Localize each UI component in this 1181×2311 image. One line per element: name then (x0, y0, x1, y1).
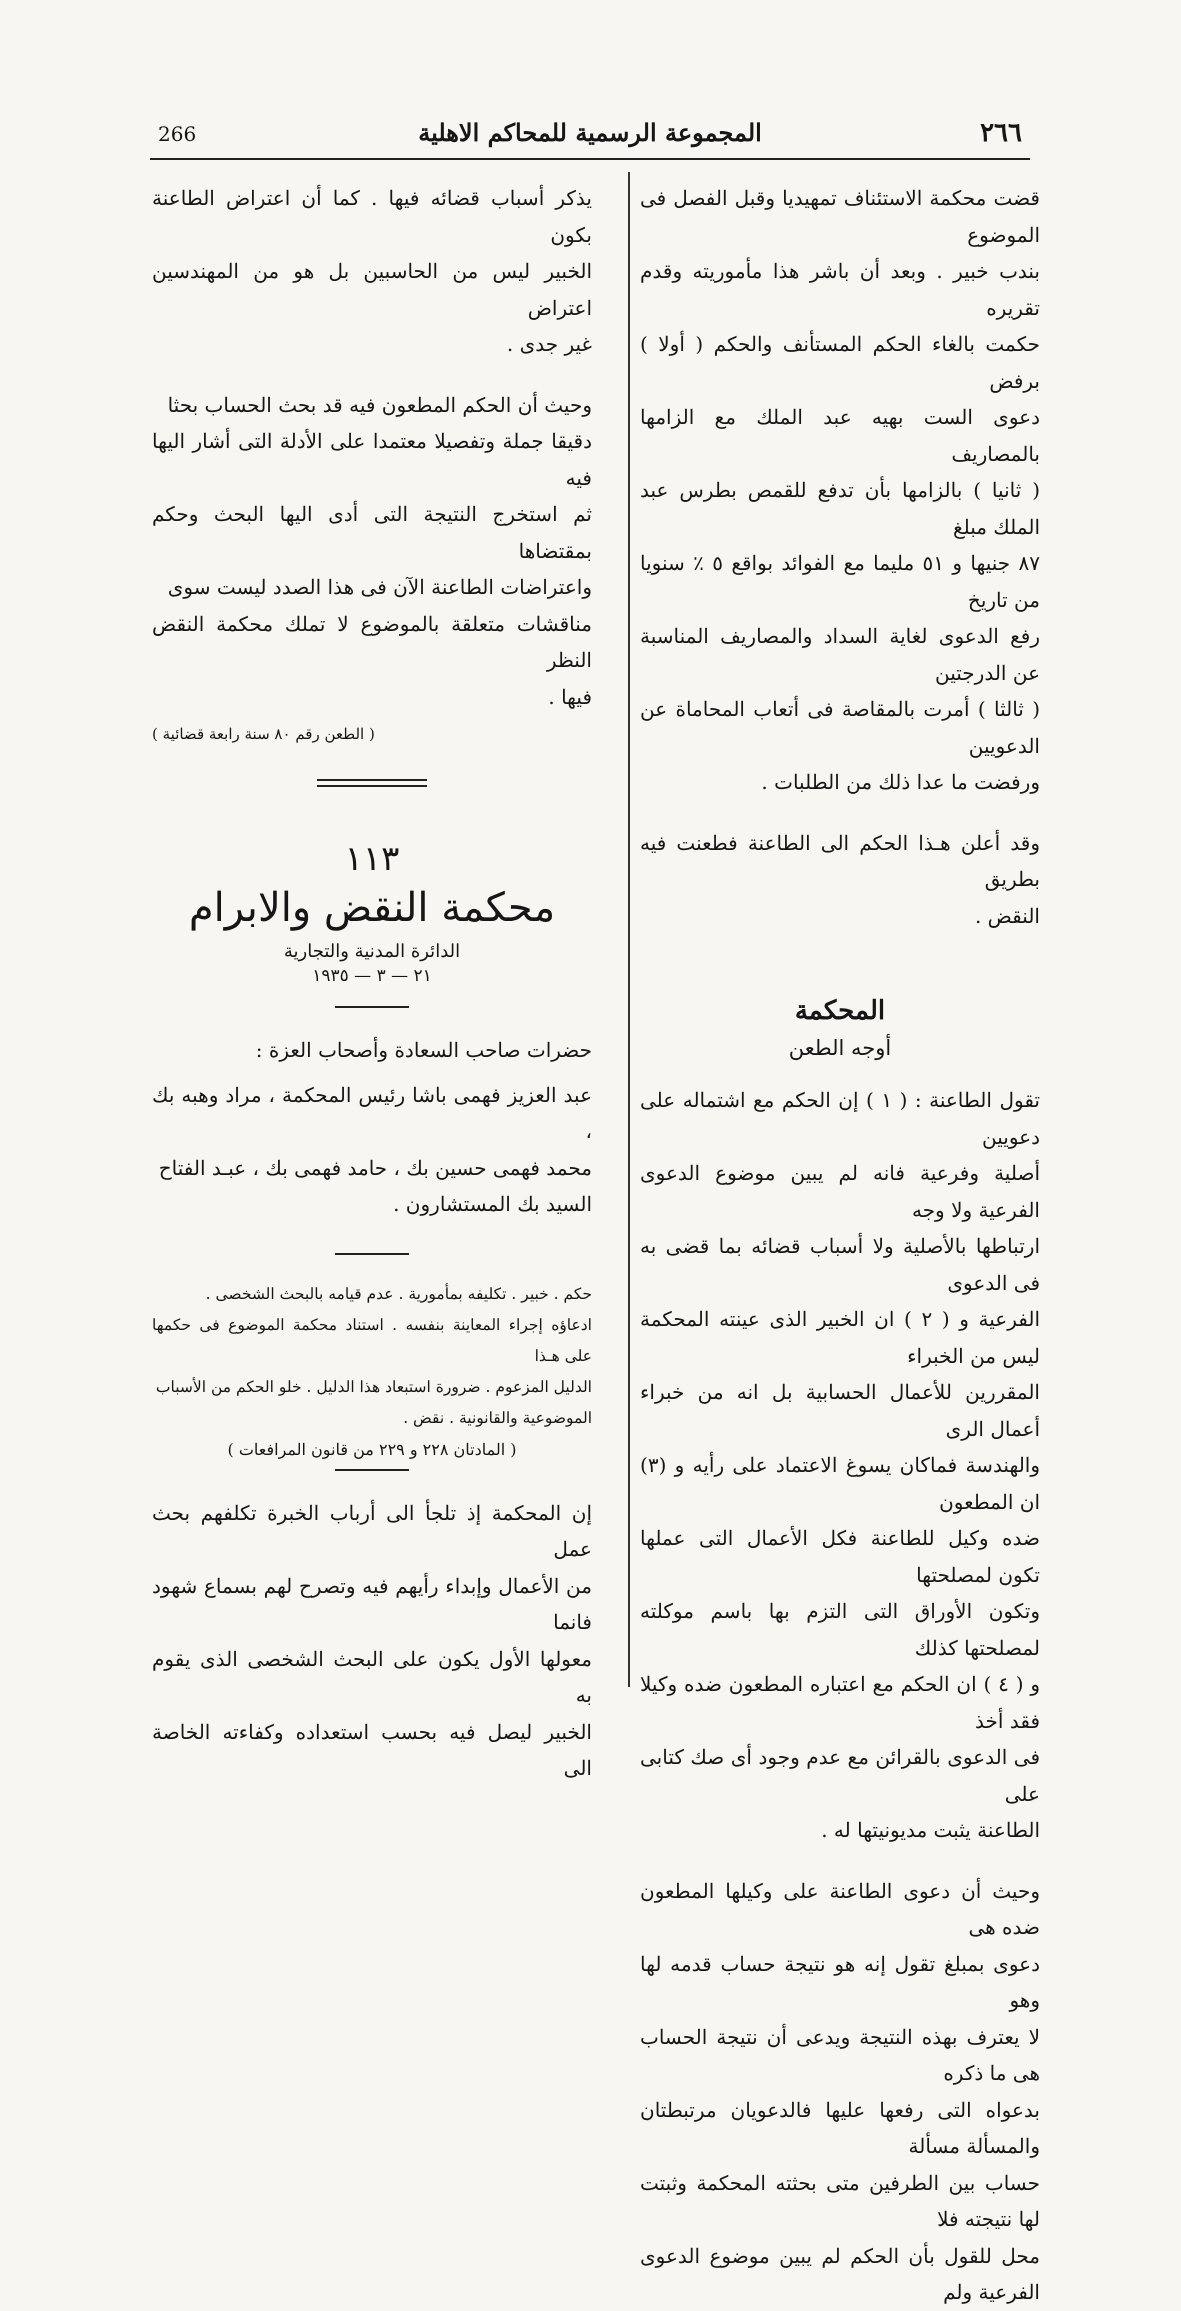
text-line: يذكر أسباب قضائه فيها . كما أن اعتراض الطاعنة بكون (152, 186, 592, 247)
text-line: النقض . (974, 903, 1040, 928)
text-line: إن المحكمة إذ تلجأ الى أرباب الخبرة تكلفهم بحث عمل (152, 1500, 592, 1561)
text-line: وحيث أن دعوى الطاعنة على وكيلها المطعون ضده هى (640, 1878, 1040, 1939)
section-double-rule (317, 779, 427, 787)
court-circuit: الدائرة المدنية والتجارية (283, 941, 461, 962)
paragraph-reasoning (640, 1873, 1040, 2311)
text-line: محمد فهمى حسين بك ، حامد فهمى بك ، عبـد الفتاح (158, 1155, 592, 1180)
ruling-date: ٢١ — ٣ — ١٩٣٥ (312, 966, 432, 986)
paragraph-judgment-review (152, 387, 592, 716)
divider (335, 1006, 409, 1008)
paragraph-grounds (640, 1082, 1040, 1849)
left-column (152, 180, 592, 1787)
text-line: معولها الأول يكون على البحث الشخصى الذى يقوم به (152, 1646, 592, 1707)
paragraph-appeal-ruling (640, 180, 1040, 801)
text-line: من الأعمال وإبداء رأيهم فيه وتصرح لهم بسماع شهود فانما (152, 1573, 592, 1634)
text-line: غير جدى . (506, 332, 592, 356)
law-articles: ( المادتان ٢٢٨ و ٢٢٩ من قانون المرافعات ) (227, 1439, 517, 1459)
page-number-arabic: ٢٦٦ (980, 118, 1022, 148)
text-line: الطاعنة يثبت مديونيتها له . (821, 1818, 1040, 1842)
text-line: وتكون الأوراق التى التزم بها باسم موكلته لمصلحتها كذلك (640, 1599, 1040, 1660)
text-line: قضت محكمة الاستئناف تمهيديا وقبل الفصل فى الموضوع (640, 186, 1040, 247)
text-line: لا يعترف بهذه النتيجة ويدعى أن نتيجة الحساب هى ما ذكره (640, 2024, 1040, 2085)
right-column (640, 180, 1040, 2311)
text-line: حكم . خبير . تكليفه بمأمورية . عدم قيامه بالبحث الشخصى . (205, 1284, 592, 1303)
divider (335, 1469, 409, 1471)
text-line: ورفضت ما عدا ذلك من الطلبات . (761, 770, 1040, 794)
text-line: حكمت بالغاء الحكم المستأنف والحكم ( أولا ) برفض (640, 332, 1040, 393)
text-line: الفرعية و ( ٢ ) ان الخبير الذى عينته المحكمة ليس من الخبراء (640, 1307, 1041, 1368)
text-line: ادعاؤه إجراء المعاينة بنفسه . استناد محكمة الموضوع فى حكمها على هـذا (152, 1315, 592, 1365)
text-line: دقيقا جملة وتفصيلا معتمدا على الأدلة التى أشار اليها فيه (152, 429, 592, 490)
column-divider (628, 172, 630, 1687)
text-line: المقررين للأعمال الحسابية بل انه من خبراء أعمال الرى (640, 1380, 1040, 1441)
case-number: ١١٣ (344, 839, 400, 879)
text-line: السيد بك المستشارون . (393, 1192, 592, 1216)
text-line: حضرات صاحب السعادة وأصحاب العزة : (255, 1038, 592, 1062)
court-name: محكمة النقض والابرام (188, 885, 556, 931)
appeal-citation: ( الطعن رقم ٨٠ سنة رابعة قضائية ) (152, 725, 375, 743)
text-line: ثم استخرج النتيجة التى أدى اليها البحث وحكم بمقتضاها (152, 502, 592, 563)
text-line: دعوى الست بهيه عبد الملك مع الزامها بالمصاريف (640, 405, 1040, 466)
text-line: أصلية وفرعية فانه لم يبين موضوع الدعوى الفرعية ولا وجه (640, 1161, 1040, 1222)
heading-grounds: أوجه الطعن (788, 1036, 892, 1060)
text-line: الموضوعية والقانونية . نقض . (403, 1408, 592, 1427)
paragraph-continuation (152, 180, 592, 363)
case-summary (152, 1279, 592, 1434)
judges-panel (152, 1032, 592, 1223)
text-line: ( ثانيا ) بالزامها بأن تدفع للقمص بطرس عبد الملك مبلغ (640, 478, 1040, 539)
running-title: المجموعة الرسمية للمحاكم الاهلية (418, 118, 762, 147)
text-line: تقول الطاعنة : ( ١ ) إن الحكم مع اشتماله على دعويين (640, 1088, 1041, 1149)
text-line: ٨٧ جنيها و ٥١ مليما مع الفوائد بواقع ٥ ٪ سنويا من تاريخ (640, 551, 1040, 612)
text-line: والهندسة فماكان يسوغ الاعتماد على رأيه و (٣) ان المطعون (640, 1453, 1040, 1514)
text-line: ارتباطها بالأصلية ولا أسباب قضائه بما قضى به فى الدعوى (640, 1234, 1040, 1295)
text-line: ( ثالثا ) أمرت بالمقاصة فى أتعاب المحاماة عن الدعويين (640, 697, 1040, 758)
text-line: وقد أعلن هـذا الحكم الى الطاعنة فطعنت فيه بطريق (640, 830, 1040, 891)
text-line: حساب بين الطرفين متى بحثته المحكمة وثبتت لها نتيجته فلا (640, 2170, 1040, 2231)
text-line: الخبير ليس من الحاسبين بل هو من المهندسين اعتراض (152, 259, 592, 320)
header-rule (150, 158, 1030, 160)
text-line: الدليل المزعوم . ضرورة استبعاد هذا الدليل . خلو الحكم من الأسباب (155, 1377, 592, 1396)
text-line: و ( ٤ ) ان الحكم مع اعتباره المطعون ضده وكيلا فقد أخذ (640, 1672, 1040, 1733)
text-line: وحيث أن الحكم المطعون فيه قد بحث الحساب بحثا (167, 392, 592, 417)
text-line: ضده وكيل للطاعنة فكل الأعمال التى عملها تكون لمصلحتها (640, 1526, 1040, 1587)
text-line: مناقشات متعلقة بالموضوع لا تملك محكمة النقض النظر (152, 611, 592, 672)
page-header (150, 118, 1030, 158)
text-line: محل للقول بأن الحكم لم يبين موضوع الدعوى الفرعية ولم (640, 2243, 1040, 2304)
heading-court: المحكمة (794, 996, 886, 1026)
paragraph-cassation-filing (640, 825, 1040, 935)
text-line: دعوى بمبلغ تقول إنه هو نتيجة حساب قدمه لها وهو (640, 1951, 1040, 2012)
text-line: عبد العزيز فهمى باشا رئيس المحكمة ، مراد وهبه بك ، (152, 1082, 592, 1143)
text-line: بندب خبير . وبعد أن باشر هذا مأموريته وقدم تقريره (640, 259, 1040, 320)
text-line: فيها . (548, 684, 592, 709)
text-line: بدعواه التى رفعها عليها فالدعويان مرتبطتان والمسألة مسألة (640, 2097, 1040, 2158)
text-line: واعتراضات الطاعنة الآن فى هذا الصدد ليست سوى (167, 575, 592, 599)
text-line: رفع الدعوى لغاية السداد والمصاريف المناسبة عن الدرجتين (640, 624, 1040, 685)
paragraph-experts (152, 1495, 592, 1787)
divider (335, 1253, 409, 1255)
text-line: فى الدعوى بالقرائن مع عدم وجود أى صك كتابى على (640, 1745, 1040, 1806)
page-number-latin: 266 (158, 122, 197, 146)
text-line: الخبير ليصل فيه بحسب استعداده وكفاءته الخاصة الى (152, 1719, 592, 1780)
